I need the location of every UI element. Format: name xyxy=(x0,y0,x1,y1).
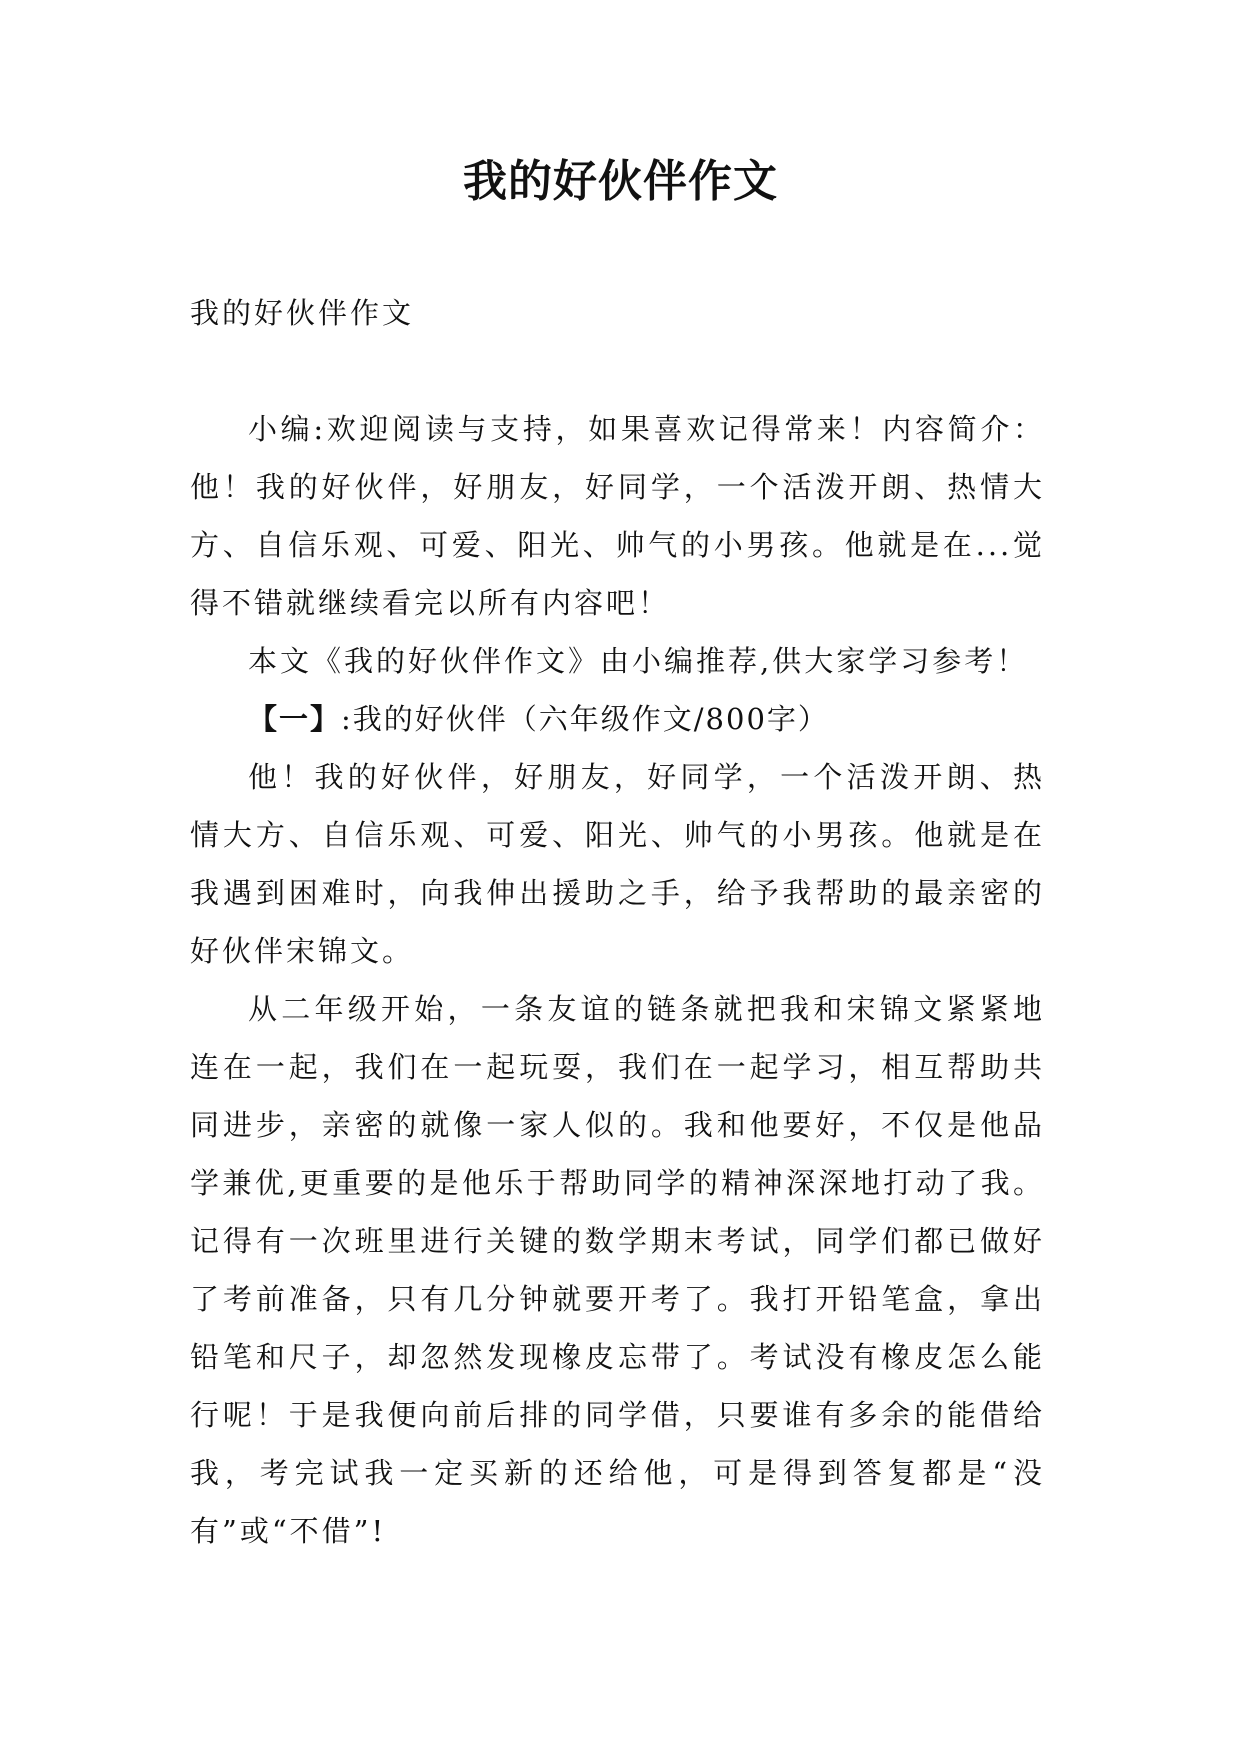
recommend-paragraph: 本文《我的好伙伴作文》由小编推荐,供大家学习参考！ xyxy=(248,644,1029,678)
document-title: 我的好伙伴作文 xyxy=(463,156,778,207)
body-paragraph-1: 他！我的好伙伴，好朋友，好同学，一个活泼开朗、热情大方、自信乐观、可爱、阳光、帅气的小男孩。他就是在我遇到困难时，向我伸出援助之手，给予我帮助的最亲密的好伙伴宋锦文。 xyxy=(190,760,1045,968)
section-heading xyxy=(190,690,1045,748)
intro-paragraph: 小编:欢迎阅读与支持，如果喜欢记得常来！内容简介：他！我的好伙伴，好朋友，好同学，一个活泼开朗、热情大方、自信乐观、可爱、阳光、帅气的小男孩。他就是在...觉得不错就继续看完以所有内容吧！ xyxy=(190,412,1045,620)
section-heading-text: :我的好伙伴（六年级作文/800字） xyxy=(341,702,829,736)
document-body xyxy=(190,284,1045,1560)
section-marker: 【一】 xyxy=(248,702,342,736)
document-subtitle: 我的好伙伴作文 xyxy=(190,296,415,330)
body-paragraph-2: 从二年级开始，一条友谊的链条就把我和宋锦文紧紧地连在一起，我们在一起玩耍，我们在一起学习，相互帮助共同进步，亲密的就像一家人似的。我和他要好，不仅是他品学兼优,更重要的是他乐于帮助同学的精神深深地打动了我。记得有一次班里进行关键的数学期末考试，同学们都已做好了考前准备，只有几分钟就要开考了。我打开铅笔盒，拿出铅笔和尺子，却忽然发现橡皮忘带了。考试没有橡皮怎么能行呢！于是我便向前后排的同学借，只要谁有多余的能借给我，考完试我一定买新的还给他，可是得到答复都是“没有”或“不借”! xyxy=(190,992,1045,1548)
